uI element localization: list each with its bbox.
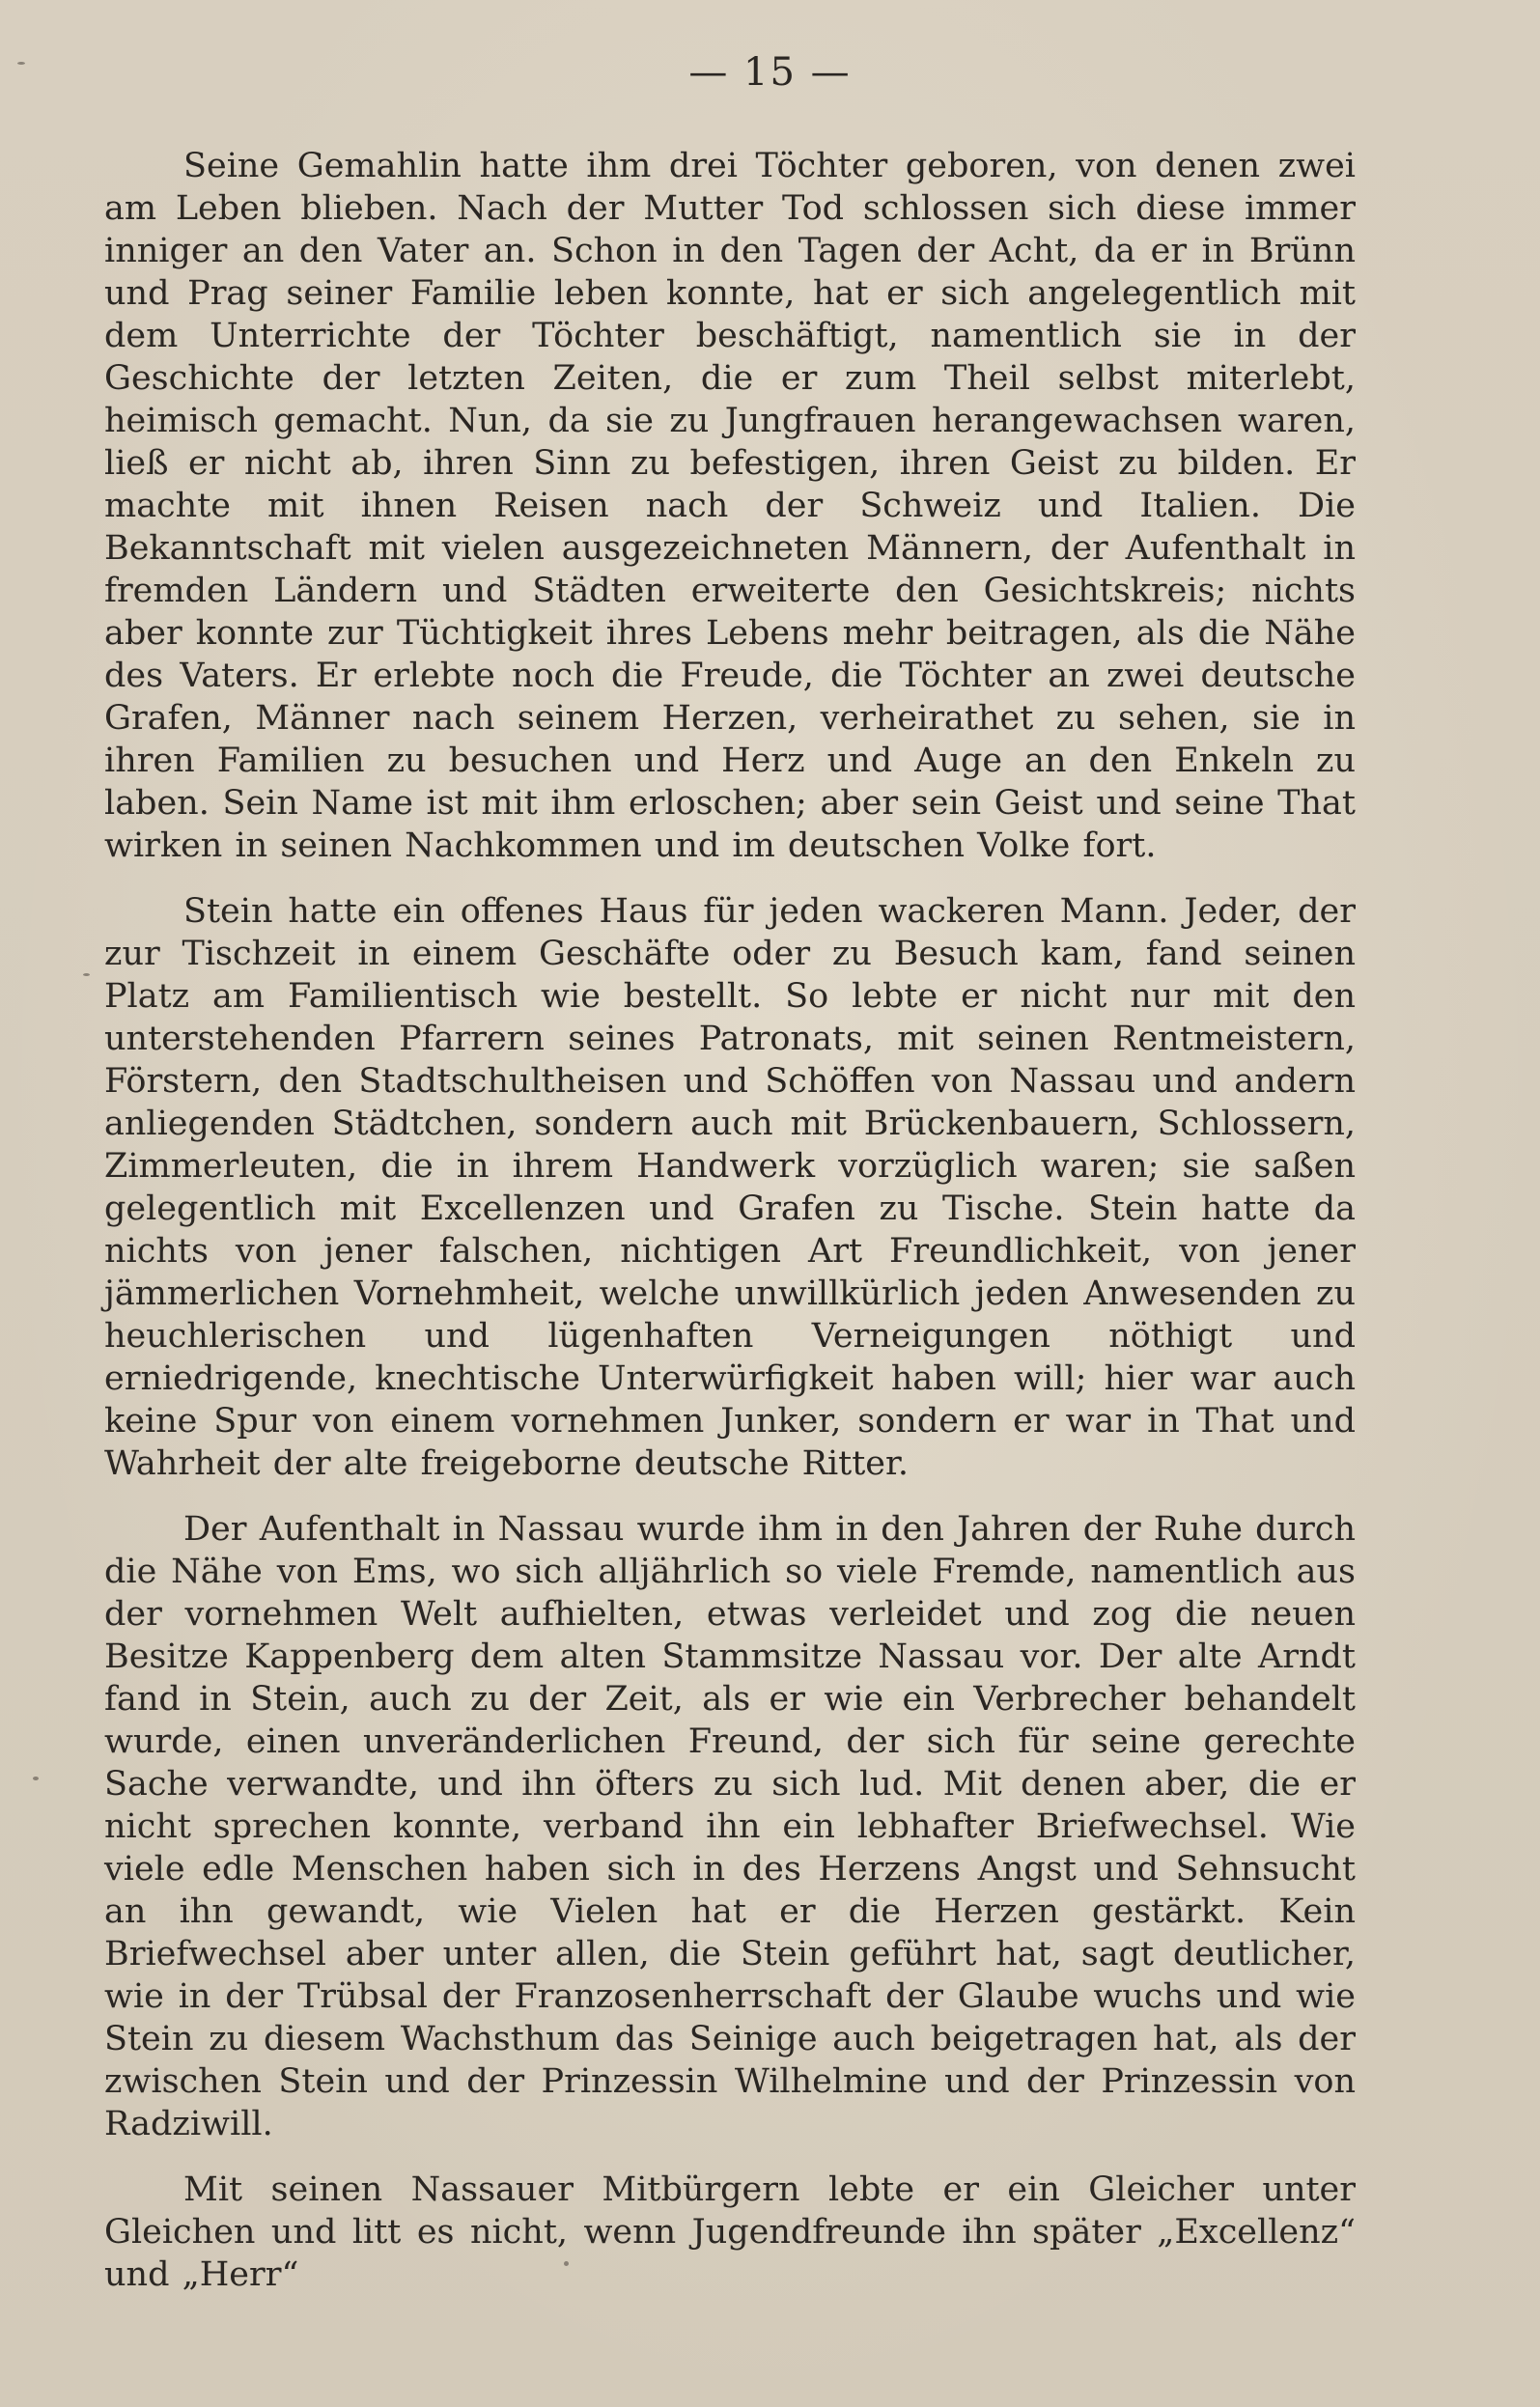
paragraph-3: Der Aufenthalt in Nassau wurde ihm in den Jahren der Ruhe durch die Nähe von Ems, wo sich alljährlich so viele Fremde, namentlich aus der vornehmen Welt aufhielten, etwas verleidet und zog die neuen Besitze Kappenberg dem alten Stammsitze Nassau vor. Der alte Arndt fand in Stein, auch zu der Zeit, als er wie ein Verbrecher behandelt wurde, einen unveränderlichen Freund, der sich für seine gerechte Sache verwandte, und ihn öfters zu sich lud. Mit denen aber, die er nicht sprechen konnte, verband ihn ein lebhafter Briefwechsel. Wie viele edle Menschen haben sich in des Herzens Angst und Sehnsucht an ihn gewandt, wie Vielen hat er die Herzen gestärkt. Kein Briefwechsel aber unter allen, die Stein geführt hat, sagt deutlicher, wie in der Trübsal der Franzosenherrschaft der Glaube wuchs und wie Stein zu diesem Wachsthum das Seinige auch beigetragen hat, als der zwischen Stein und der Prinzessin Wilhelmine und der Prinzessin von Radziwill. [104,1510,1356,2143]
paragraph-2: Stein hatte ein offenes Haus für jeden wackeren Mann. Jeder, der zur Tischzeit in einem Geschäfte oder zu Besuch kam, fand seinen Platz am Familientisch wie bestellt. So lebte er nicht nur mit den unterstehenden Pfarrern seines Patronats, mit seinen Rentmeistern, Förstern, den Stadtschultheisen und Schöffen von Nassau und andern anliegenden Städtchen, sondern auch mit Brückenbauern, Schlossern, Zimmerleuten, die in ihrem Handwerk vorzüglich waren; sie saßen gelegentlich mit Excellenzen und Grafen zu Tische. Stein hatte da nichts von jener falschen, nichtigen Art Freundlichkeit, von jener jämmerlichen Vornehmheit, welche unwillkürlich jeden Anwesenden zu heuchlerischen und lügenhaften Verneigungen nöthigt und erniedrigende, knechtische Unterwürfigkeit haben will; hier war auch keine Spur von einem vornehmen Junker, sondern er war in That und Wahrheit der alte freigeborne deutsche Ritter. [104,892,1356,1483]
paper-speck [17,62,25,65]
paper-speck [564,2261,569,2266]
body-text [104,145,1356,2319]
paper-speck [33,1777,39,1780]
paragraph-4: Mit seinen Nassauer Mitbürgern lebte er ein Gleicher unter Gleichen und litt es nicht, wenn Jugendfreunde ihn später „Excellenz“ und „Herr“ [104,2170,1356,2294]
page-number: — 15 — [688,50,852,95]
paper-speck [83,973,90,976]
paragraph-1: Seine Gemahlin hatte ihm drei Töchter geboren, von denen zwei am Leben blieben. Nach der Mutter Tod schlossen sich diese immer inniger an den Vater an. Schon in den Tagen der Acht, da er in Brünn und Prag seiner Familie leben konnte, hat er sich angelegentlich mit dem Unterrichte der Töchter beschäftigt, namentlich sie in der Geschichte der letzten Zeiten, die er zum Theil selbst miterlebt, heimisch gemacht. Nun, da sie zu Jungfrauen herangewachsen waren, ließ er nicht ab, ihren Sinn zu befestigen, ihren Geist zu bilden. Er machte mit ihnen Reisen nach der Schweiz und Italien. Die Bekanntschaft mit vielen ausgezeichneten Männern, der Aufenthalt in fremden Ländern und Städten erweiterte den Gesichtskreis; nichts aber konnte zur Tüchtigkeit ihres Lebens mehr beitragen, als die Nähe des Vaters. Er erlebte noch die Freude, die Töchter an zwei deutsche Grafen, Männer nach seinem Herzen, verheirathet zu sehen, sie in ihren Familien zu besuchen und Herz und Auge an den Enkeln zu laben. Sein Name ist mit ihm erloschen; aber sein Geist und seine That wirken in seinen Nachkommen und im deutschen Volke fort. [104,147,1356,865]
